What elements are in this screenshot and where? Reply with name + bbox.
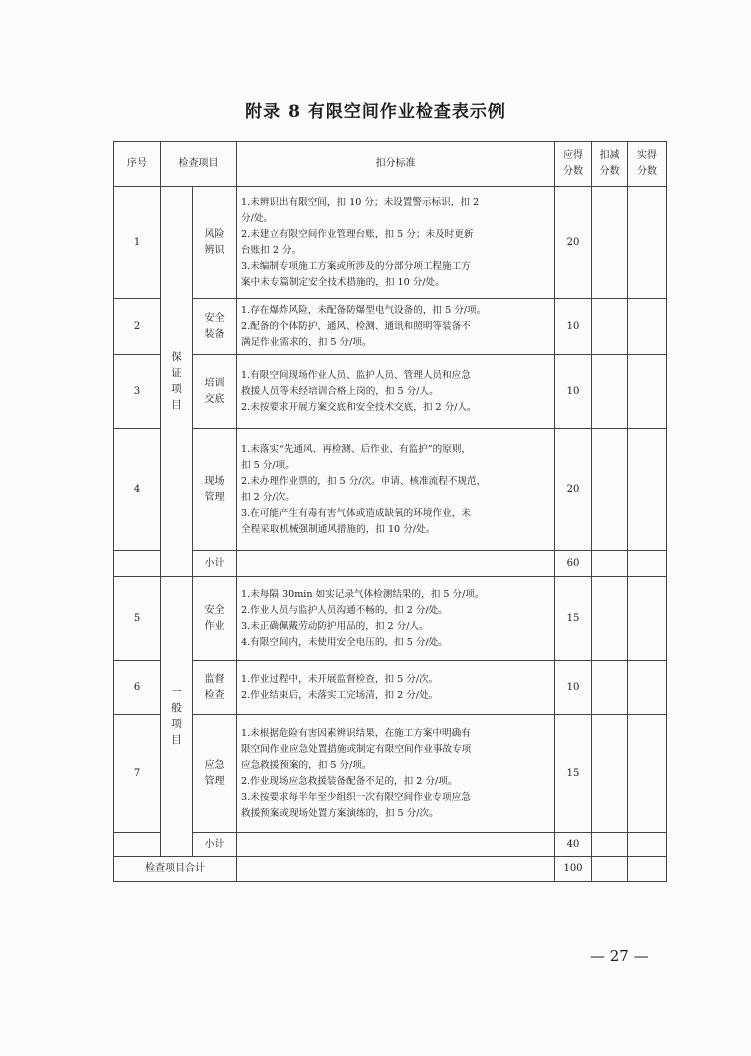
- row-no: 4: [114, 429, 161, 551]
- total-score: 100: [555, 857, 592, 882]
- group-guarantee-cell: [161, 187, 193, 577]
- page-title: 附录 8 有限空间作业检查表示例: [245, 102, 506, 122]
- total-row: [114, 857, 667, 882]
- total-deduct: [592, 857, 628, 882]
- row-standard: 1.未辨识出有限空间，扣 10 分；未设置警示标识，扣 2 分/处。 2.未建立有限空间作业管理台账，扣 5 分；未及时更新 台账扣 2 分。 3.未编制专项施工方案或所涉及的分部分项工程施工方 案中未专篇制定安全技术措施的，扣 10 分/处。: [237, 187, 555, 299]
- row-item: 应急 管理: [193, 715, 237, 833]
- row-actual: [628, 429, 667, 551]
- row-score: 15: [555, 577, 592, 661]
- row-deduct: [592, 299, 628, 355]
- row-deduct: [592, 551, 628, 577]
- row-no: [114, 833, 161, 857]
- table-row: [114, 577, 667, 661]
- row-deduct: [592, 429, 628, 551]
- header-item: 检查项目: [161, 142, 237, 187]
- table-row: [114, 715, 667, 833]
- row-no: 3: [114, 355, 161, 429]
- subtotal-label: 小计: [193, 551, 237, 577]
- table-row: [114, 355, 667, 429]
- row-score: 15: [555, 715, 592, 833]
- row-item: 培训 交底: [193, 355, 237, 429]
- header-should-score: 应得 分数: [555, 142, 592, 187]
- row-no: 7: [114, 715, 161, 833]
- row-standard: [237, 833, 555, 857]
- row-deduct: [592, 187, 628, 299]
- row-score: 10: [555, 299, 592, 355]
- group-general-label: 一般 项目: [171, 686, 182, 746]
- table-row: [114, 429, 667, 551]
- row-actual: [628, 715, 667, 833]
- total-standard: [237, 857, 555, 882]
- row-actual: [628, 299, 667, 355]
- total-actual: [628, 857, 667, 882]
- row-no: [114, 551, 161, 577]
- row-item: 现场 管理: [193, 429, 237, 551]
- row-no: 6: [114, 661, 161, 715]
- row-item: 风险 辨识: [193, 187, 237, 299]
- group-general-cell: [161, 577, 193, 857]
- row-actual: [628, 355, 667, 429]
- header-standard: 扣分标准: [237, 142, 555, 187]
- row-item: 安全 装备: [193, 299, 237, 355]
- row-actual: [628, 833, 667, 857]
- header-no: 序号: [114, 142, 161, 187]
- row-actual: [628, 551, 667, 577]
- header-actual-score: 实得 分数: [628, 142, 667, 187]
- page-number: — 27 —: [590, 947, 649, 965]
- row-item: 安全 作业: [193, 577, 237, 661]
- subtotal-label: 小计: [193, 833, 237, 857]
- row-no: 2: [114, 299, 161, 355]
- row-score: 10: [555, 661, 592, 715]
- row-standard: 1.作业过程中，未开展监督检查，扣 5 分/次。 2.作业结束后，未落实工完场清，扣 2 分/处。: [237, 661, 555, 715]
- row-standard: 1.有限空间现场作业人员、监护人员、管理人员和应急 救援人员等未经培训合格上岗的，扣 5 分/人。 2.未按要求开展方案交底和安全技术交底，扣 2 分/人。: [237, 355, 555, 429]
- row-standard: 1.存在爆炸风险，未配备防爆型电气设备的，扣 5 分/项。 2.配备的个体防护、通风、检测、通讯和照明等装备不 满足作业需求的，扣 5 分/项。: [237, 299, 555, 355]
- table-row: [114, 187, 667, 299]
- row-deduct: [592, 577, 628, 661]
- subtotal-score: 60: [555, 551, 592, 577]
- header-deduct-score: 扣减 分数: [592, 142, 628, 187]
- row-standard: 1.未每隔 30min 如实记录气体检测结果的，扣 5 分/项。 2.作业人员与监护人员沟通不畅的，扣 2 分/处。 3.未正确佩戴劳动防护用品的，扣 2 分/人。 4.有限空间内，未使用安全电压的，扣 5 分/处。: [237, 577, 555, 661]
- subtotal-row: [114, 833, 667, 857]
- row-score: 20: [555, 429, 592, 551]
- row-standard: 1.未根据危险有害因素辨识结果，在施工方案中明确有 限空间作业应急处置措施或制定有限空间作业事故专项 应急救援预案的，扣 5 分/项。 2.作业现场应急救援装备配备不足的，扣 2 分/项。 3.未按要求每半年至少组织一次有限空间作业专项应急 救援预案或现场处置方案演练的，扣 5 分/次。: [237, 715, 555, 833]
- row-standard: 1.未落实“先通风、再检测、后作业、有监护”的原则， 扣 5 分/项。 2.未办理作业票的，扣 5 分/次。申请、核准流程不规范， 扣 2 分/次。 3.在可能产生有毒有害气体或造成缺氧的环境作业，未 全程采取机械强制通风措施的，扣 10 分/处。: [237, 429, 555, 551]
- row-actual: [628, 187, 667, 299]
- row-deduct: [592, 661, 628, 715]
- row-actual: [628, 577, 667, 661]
- group-guarantee-label: 保证 项目: [171, 351, 182, 411]
- row-score: 20: [555, 187, 592, 299]
- inspection-table: [113, 141, 667, 882]
- table-header-row: [114, 142, 667, 187]
- row-deduct: [592, 833, 628, 857]
- row-actual: [628, 661, 667, 715]
- total-label: 检查项目合计: [114, 857, 237, 882]
- row-deduct: [592, 355, 628, 429]
- row-score: 10: [555, 355, 592, 429]
- row-item: 监督 检查: [193, 661, 237, 715]
- table-row: [114, 299, 667, 355]
- row-no: 1: [114, 187, 161, 299]
- table-row: [114, 661, 667, 715]
- subtotal-row: [114, 551, 667, 577]
- row-standard: [237, 551, 555, 577]
- subtotal-score: 40: [555, 833, 592, 857]
- row-deduct: [592, 715, 628, 833]
- row-no: 5: [114, 577, 161, 661]
